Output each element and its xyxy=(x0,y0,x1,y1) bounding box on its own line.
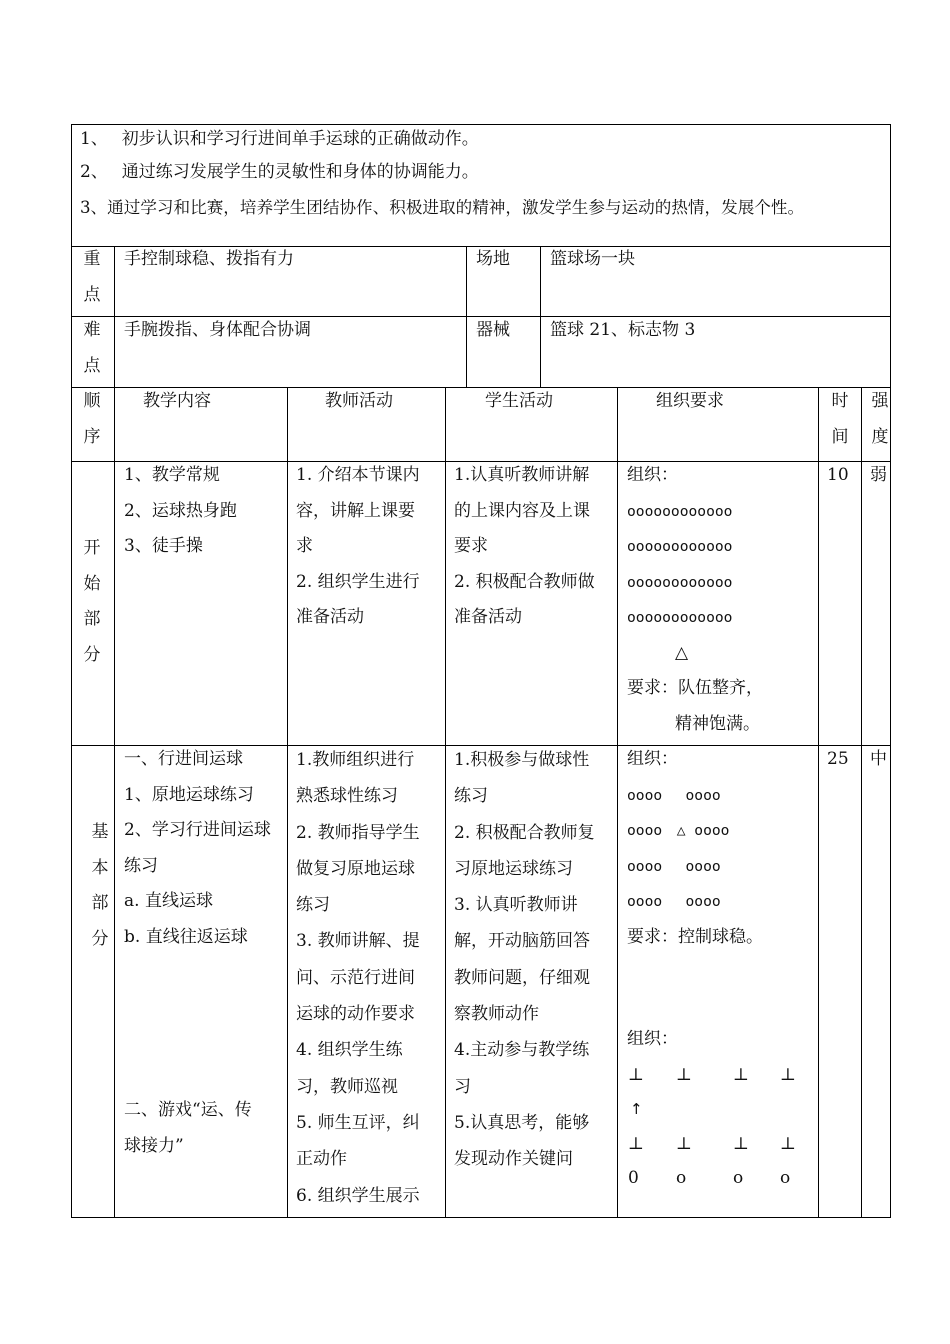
marker-icon: ⊥ xyxy=(628,1134,644,1154)
equipment-label: 器械 xyxy=(476,320,510,340)
org-requirement-cont: 精神饱满。 xyxy=(675,713,760,734)
cone-icon: o xyxy=(676,1168,687,1188)
formation-row: oooo oooo xyxy=(627,857,721,875)
list-item: 练习 xyxy=(124,855,158,876)
header-intensity: 强 度 xyxy=(871,391,889,447)
section-start-label: 开 始 部 分 xyxy=(83,538,101,665)
list-item: a. 直线运球 xyxy=(124,891,213,911)
rule-student-col xyxy=(617,387,618,1218)
list-item: 3、徒手操 xyxy=(124,536,203,556)
list-item: b. 直线往返运球 xyxy=(124,926,248,947)
marker-icon: ⊥ xyxy=(628,1065,644,1085)
basic-game xyxy=(124,1093,252,1164)
objective-3: 3、通过学习和比赛，培养学生团结协作、积极进取的精神，激发学生参与运动的热情，发展个性。 xyxy=(80,198,805,217)
org-title-2: 组织： xyxy=(627,1029,678,1049)
basic-intensity: 中 xyxy=(870,749,887,769)
list-item: 二、游戏“运、传 xyxy=(124,1100,252,1120)
rule-org-col xyxy=(818,387,819,1218)
rule-teacher-col xyxy=(445,387,446,1218)
cone-icon: o xyxy=(780,1168,791,1188)
formation-row: oooo oooo xyxy=(627,786,721,804)
header-time: 时 间 xyxy=(831,391,849,447)
formation-row: oooo oooo xyxy=(627,893,721,910)
difficulty-label: 难 点 xyxy=(83,320,101,376)
formation-row: oooo △ oooo xyxy=(627,822,730,839)
list-item: 1、原地运球练习 xyxy=(124,784,254,805)
basic-student: 1.积极参与做球性 练习 2. 积极配合教师复 习原地运球练习 3. 认真听教师讲 解，开动脑筋回答 教师问题，仔细观 察教师动作 4.主动参与教学练 习 5.认真思考，能够 发现动作关键问 xyxy=(454,750,595,1170)
teacher-triangle-icon: △ xyxy=(675,642,689,663)
equipment-value: 篮球 21、标志物 3 xyxy=(550,320,696,340)
org-requirement: 要求：控制球稳。 xyxy=(627,926,763,947)
header-teacher: 教师活动 xyxy=(325,391,393,411)
start-time: 10 xyxy=(827,465,849,485)
list-item: 1、教学常规 xyxy=(124,465,220,485)
basic-content xyxy=(124,742,271,955)
venue-label: 场地 xyxy=(476,249,510,269)
cone-icon: o xyxy=(733,1168,744,1188)
marker-icon: ⊥ xyxy=(676,1065,692,1085)
rule-key-right xyxy=(540,246,541,388)
header-order: 顺 序 xyxy=(83,391,101,447)
marker-icon: ⊥ xyxy=(733,1065,749,1085)
rule-label-col xyxy=(114,246,115,1218)
org-requirement: 要求：队伍整齐， xyxy=(627,678,763,698)
marker-icon: ⊥ xyxy=(780,1065,796,1085)
start-student: 1.认真听教师讲解 的上课内容及上课 要求 2. 积极配合教师做 准备活动 xyxy=(454,465,595,627)
key-content: 手控制球稳、拨指有力 xyxy=(124,249,294,269)
formation-row: oooooooooooo xyxy=(627,502,733,520)
marker-icon: ⊥ xyxy=(676,1134,692,1154)
cone-icon: 0 xyxy=(628,1168,639,1188)
header-org: 组织要求 xyxy=(656,391,724,411)
marker-icon: ⊥ xyxy=(780,1134,796,1154)
org-title: 组织： xyxy=(627,465,678,485)
marker-icon: ⊥ xyxy=(733,1134,749,1154)
org-title: 组织： xyxy=(627,749,678,769)
header-student: 学生活动 xyxy=(485,391,553,411)
formation-row: oooooooooooo xyxy=(627,573,733,591)
venue-value: 篮球场一块 xyxy=(550,249,635,269)
start-intensity: 弱 xyxy=(870,465,887,485)
objective-1: 1、 初步认识和学习行进间单手运球的正确做动作。 xyxy=(80,129,479,149)
list-item: 一、行进间运球 xyxy=(124,749,243,769)
formation-row: oooooooooooo xyxy=(627,538,733,555)
basic-org xyxy=(627,742,763,955)
table-bottom-border xyxy=(71,1217,891,1218)
header-content: 教学内容 xyxy=(143,391,211,411)
difficulty-content: 手腕拨指、身体配合协调 xyxy=(124,320,311,340)
formation-row: oooooooooooo xyxy=(627,609,733,626)
table-right-border xyxy=(890,124,891,1218)
rule-content-col xyxy=(287,387,288,1218)
section-basic-label: 基 本 部 分 xyxy=(91,822,109,949)
basic-time: 25 xyxy=(827,749,849,769)
start-teacher: 1. 介绍本节课内 容，讲解上课要 求 2. 组织学生进行 准备活动 xyxy=(296,465,420,627)
list-item: 球接力” xyxy=(124,1135,184,1156)
rule-time-col xyxy=(861,387,862,1218)
start-org xyxy=(627,458,763,742)
key-label: 重 点 xyxy=(83,249,101,305)
basic-teacher: 1.教师组织进行 熟悉球性练习 2. 教师指导学生 做复习原地运球 练习 3. 教师讲解、提 问、示范行进间 运球的动作要求 4. 组织学生练 习，教师巡视 5. 师生互评，纠 正动作 6. 组织学生展示 xyxy=(296,750,420,1206)
rule-key-mid xyxy=(466,246,467,388)
objective-2: 2、 通过练习发展学生的灵敏性和身体的协调能力。 xyxy=(80,162,479,182)
start-content xyxy=(124,458,237,565)
list-item: 2、学习行进间运球 xyxy=(124,820,271,840)
list-item: 2、运球热身跑 xyxy=(124,500,237,521)
arrow-up-icon: ↑ xyxy=(630,1100,643,1118)
